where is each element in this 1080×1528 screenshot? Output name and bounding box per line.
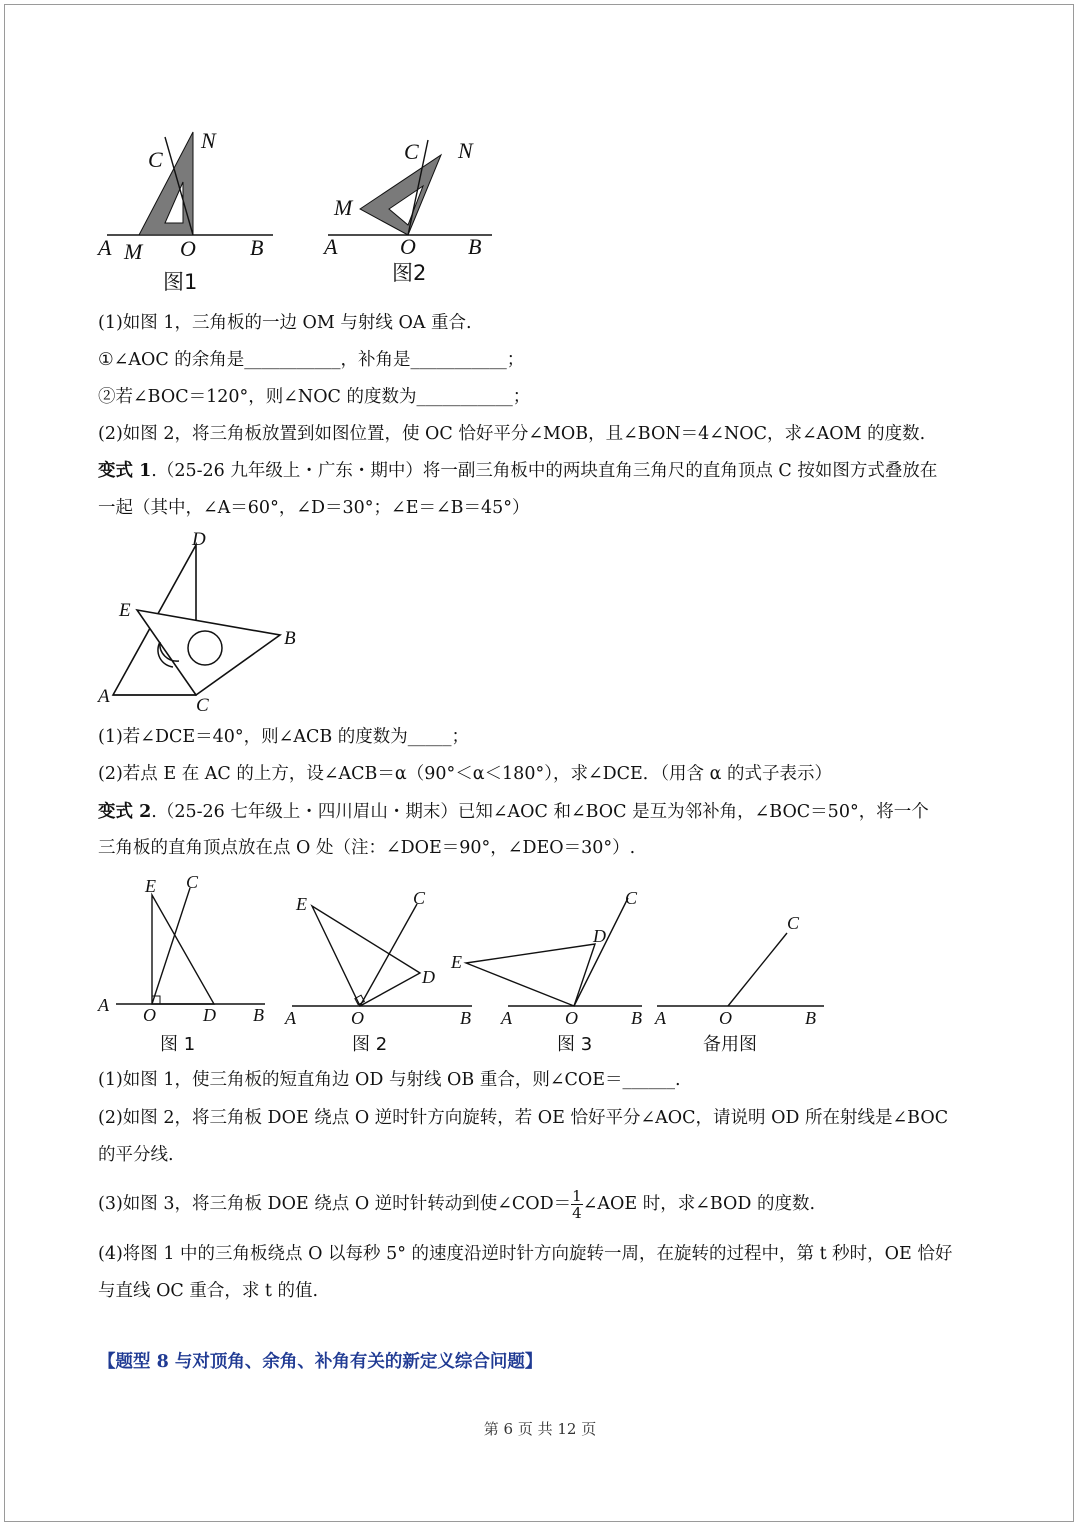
v2f1-e: E xyxy=(145,876,156,896)
v2f2-b: B xyxy=(460,1008,471,1028)
fig2-label-a: A xyxy=(324,234,338,259)
v2f4-c: C xyxy=(787,913,800,933)
fig1-label-n: N xyxy=(201,128,216,153)
v2f1-a: A xyxy=(98,995,109,1015)
v2f2-o: O xyxy=(351,1008,364,1028)
v2-caption-2: 图 2 xyxy=(352,1034,388,1055)
fraction-denominator: 4 xyxy=(572,1204,582,1222)
variant2-q2a: (2)如图 2，将三角板 DOE 绕点 O 逆时针方向旋转，若 OE 恰好平分∠AOC，请说明 OD 所在射线是∠BOC xyxy=(98,1108,949,1128)
v2f4-o: O xyxy=(719,1008,732,1028)
v2f3-a: A xyxy=(501,1008,512,1028)
variant2-intro xyxy=(98,800,998,824)
v2f3-b: B xyxy=(631,1008,642,1028)
variant1-text1: .（25-26 九年级上・广东・期中）将一副三角板中的两块直角三角尺的直角顶点 C 按如图方式叠放在 xyxy=(151,461,938,481)
problem-q2: (2)如图 2，将三角板放置到如图位置，使 OC 恰好平分∠MOB，且∠BON＝4∠NOC，求∠AOM 的度数. xyxy=(98,424,926,444)
variant2-q2b: 的平分线. xyxy=(98,1145,174,1165)
v2f4-a: A xyxy=(655,1008,666,1028)
v1-label-d: D xyxy=(192,529,206,550)
variant2-q4b: 与直线 OC 重合，求 t 的值. xyxy=(98,1281,319,1301)
v2f3-o: O xyxy=(565,1008,578,1028)
problem-q1b: ②若∠BOC＝120°，则∠NOC 的度数为___________； xyxy=(98,387,531,407)
fig2-label-n: N xyxy=(458,138,473,163)
v2-caption-3: 图 3 xyxy=(557,1034,593,1055)
top-figure-2 xyxy=(320,130,510,300)
variant1-figure xyxy=(95,525,315,720)
v2f3-e: E xyxy=(451,952,462,972)
fig1-caption: 图1 xyxy=(163,270,198,294)
top-figure-1 xyxy=(95,125,285,300)
variant1-text2: 一起（其中，∠A＝60°，∠D＝30°；∠E＝∠B＝45°） xyxy=(98,498,530,518)
variant2-label: 变式 2 xyxy=(98,802,152,822)
v2f1-b: B xyxy=(253,1005,264,1025)
v2f1-d: D xyxy=(203,1005,216,1025)
v2f2-a: A xyxy=(285,1008,296,1028)
v2f1-o: O xyxy=(143,1005,156,1025)
variant1-intro xyxy=(98,459,998,483)
v2f3-c: C xyxy=(625,888,638,908)
v2f2-c: C xyxy=(413,888,426,908)
v2f4-b: B xyxy=(805,1008,816,1028)
fig2-label-m: M xyxy=(334,195,353,220)
fig2-caption: 图2 xyxy=(392,261,427,285)
v2f2-e: E xyxy=(296,894,307,914)
fig1-label-c: C xyxy=(148,147,163,172)
fig2-label-c: C xyxy=(404,139,419,164)
fig1-label-b: B xyxy=(250,235,264,260)
fig2-label-b: B xyxy=(468,234,482,259)
v1-label-b: B xyxy=(284,628,296,649)
variant2-figures xyxy=(90,868,840,1058)
problem-q1a: ①∠AOC 的余角是___________，补角是___________； xyxy=(98,350,525,370)
variant2-q4a: (4)将图 1 中的三角板绕点 O 以每秒 5° 的速度沿逆时针方向旋转一周，在旋转的过程中，第 t 秒时，OE 恰好 xyxy=(98,1244,953,1264)
problem-q1: (1)如图 1，三角板的一边 OM 与射线 OA 重合. xyxy=(98,313,472,333)
v2f2-d: D xyxy=(422,967,435,987)
v1-label-a: A xyxy=(98,686,110,707)
variant2-q1: (1)如图 1，使三角板的短直角边 OD 与射线 OB 重合，则∠COE＝______. xyxy=(98,1070,681,1090)
variant1-label: 变式 1 xyxy=(98,461,152,481)
v2f3-d: D xyxy=(593,926,606,946)
variant2-q3-post: ∠AOE 时，求∠BOD 的度数. xyxy=(582,1194,816,1214)
v1-label-c: C xyxy=(196,695,209,716)
variant2-text2: 三角板的直角顶点放在点 O 处（注：∠DOE＝90°，∠DEO＝30°）. xyxy=(98,838,636,858)
section-heading: 【题型 8 与对顶角、余角、补角有关的新定义综合问题】 xyxy=(98,1352,543,1372)
variant1-q2: (2)若点 E 在 AC 的上方，设∠ACB＝α（90°＜α＜180°），求∠DCE．（用含 α 的式子表示） xyxy=(98,764,832,784)
variant2-q3-pre: (3)如图 3，将三角板 DOE 绕点 O 逆时针转动到使∠COD＝ xyxy=(98,1194,572,1214)
fig2-label-o: O xyxy=(400,234,416,259)
fraction-quarter xyxy=(571,1188,583,1221)
variant2-text1: .（25-26 七年级上・四川眉山・期末）已知∠AOC 和∠BOC 是互为邻补角，∠BOC＝50°，将一个 xyxy=(151,802,929,822)
variant1-q1: (1)若∠DCE＝40°，则∠ACB 的度数为_____； xyxy=(98,727,470,747)
fig1-label-m: M xyxy=(124,239,143,264)
v2-caption-4: 备用图 xyxy=(703,1034,757,1055)
fig1-label-a: A xyxy=(98,235,112,260)
v1-label-e: E xyxy=(119,600,131,621)
v2f1-c: C xyxy=(186,872,199,892)
fig1-label-o: O xyxy=(180,236,196,261)
page-footer: 第 6 页 共 12 页 xyxy=(483,1420,597,1438)
v2-caption-1: 图 1 xyxy=(160,1034,196,1055)
fraction-numerator: 1 xyxy=(572,1187,582,1205)
variant2-q3 xyxy=(98,1188,998,1221)
